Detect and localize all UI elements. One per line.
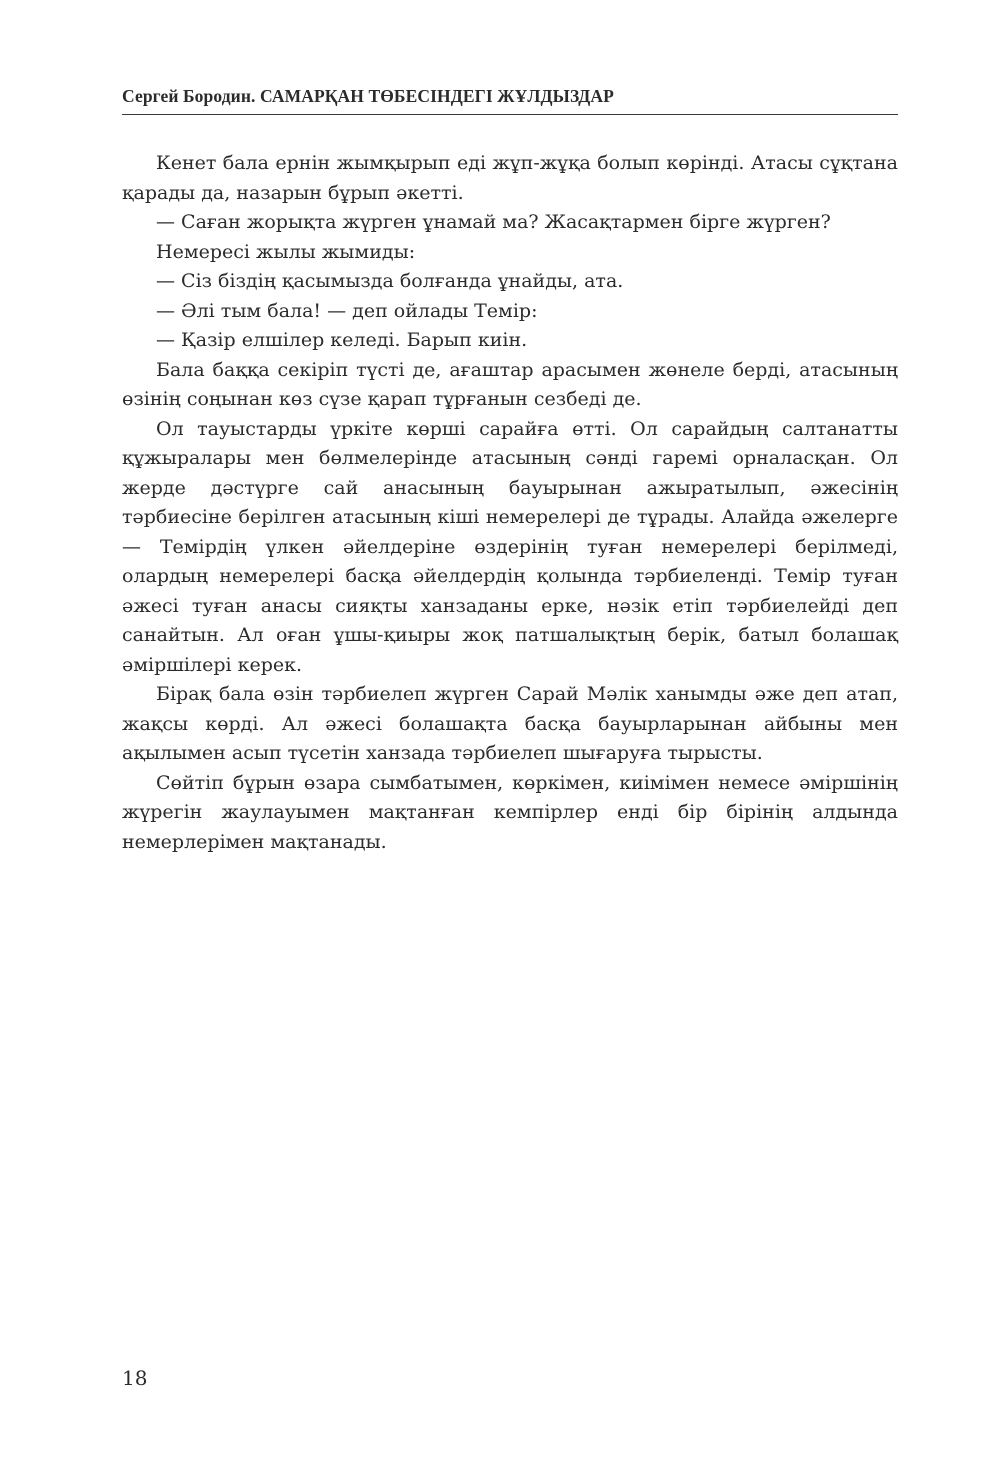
header-title: САМАРҚАН ТӨБЕСІНДЕГІ ЖҰЛДЫЗДАР [259,86,614,106]
paragraph: Ол тауыстарды үркіте көрші сарайға өтті. Ол сарайдың салтанатты құжыралары мен бөлмелерінде атасының сәнді гаремі орналасқан. Ол жерде дәстүрге сай анасының бауырынан ажыратылып, әжесінің тәрбиесіне берілген атасының кіші немерелері де тұрады. Алайда әжелерге — Темірдің үлкен әйелдеріне өздерінің туған немерелері берілмеді, олардың немерелері басқа әйелдердің қолында тәрбиеленді. Темір туған әжесі туған анасы сияқты ханзаданы ерке, нәзік етіп тәрбиелейді деп санайтын. Ал оған ұшы-қиыры жоқ патшалықтың берік, батыл болашақ әміршілері керек. [122,417,898,676]
body-text [122,149,898,857]
header-author: Сергей Бородин. [122,86,256,106]
header-divider [122,114,898,115]
running-header [122,86,898,107]
paragraph: — Саған жорықта жүрген ұнамай ма? Жасақтармен бірге жүрген? [156,211,831,233]
paragraph: — Қазір елшілер келеді. Барып киін. [156,329,528,351]
paragraph: — Сіз біздің қасымызда болғанда ұнайды, ата. [156,270,624,292]
paragraph: Бірақ бала өзін тәрбиелеп жүрген Сарай Мәлік ханымды әже деп атап, жақсы көрді. Ал әжесі болашақта басқа бауырларынан айбыны мен ақылымен асып түсетін ханзада тәрбиелеп шығаруға тырысты. [122,683,898,764]
paragraph: — Әлі тым бала! — деп ойлады Темір: [156,299,538,322]
paragraph: Немересі жылы жымиды: [156,240,416,263]
paragraph: Кенет бала ернін жымқырып еді жұп-жұқа болып көрінді. Атасы сұқтана қарады да, назарын бұрып әкетті. [122,152,898,204]
paragraph: Бала баққа секіріп түсті де, ағаштар арасымен жөнеле берді, атасының өзінің соңынан көз сүзе қарап тұрғанын сезбеді де. [122,358,898,410]
paragraph: Сөйтіп бұрын өзара сымбатымен, көркімен, киімімен немесе әміршінің жүрегін жаулауымен мақтанған кемпірлер енді бір бірінің алдында немерлерімен мақтанады. [122,771,898,853]
page-number: 18 [122,1366,148,1390]
